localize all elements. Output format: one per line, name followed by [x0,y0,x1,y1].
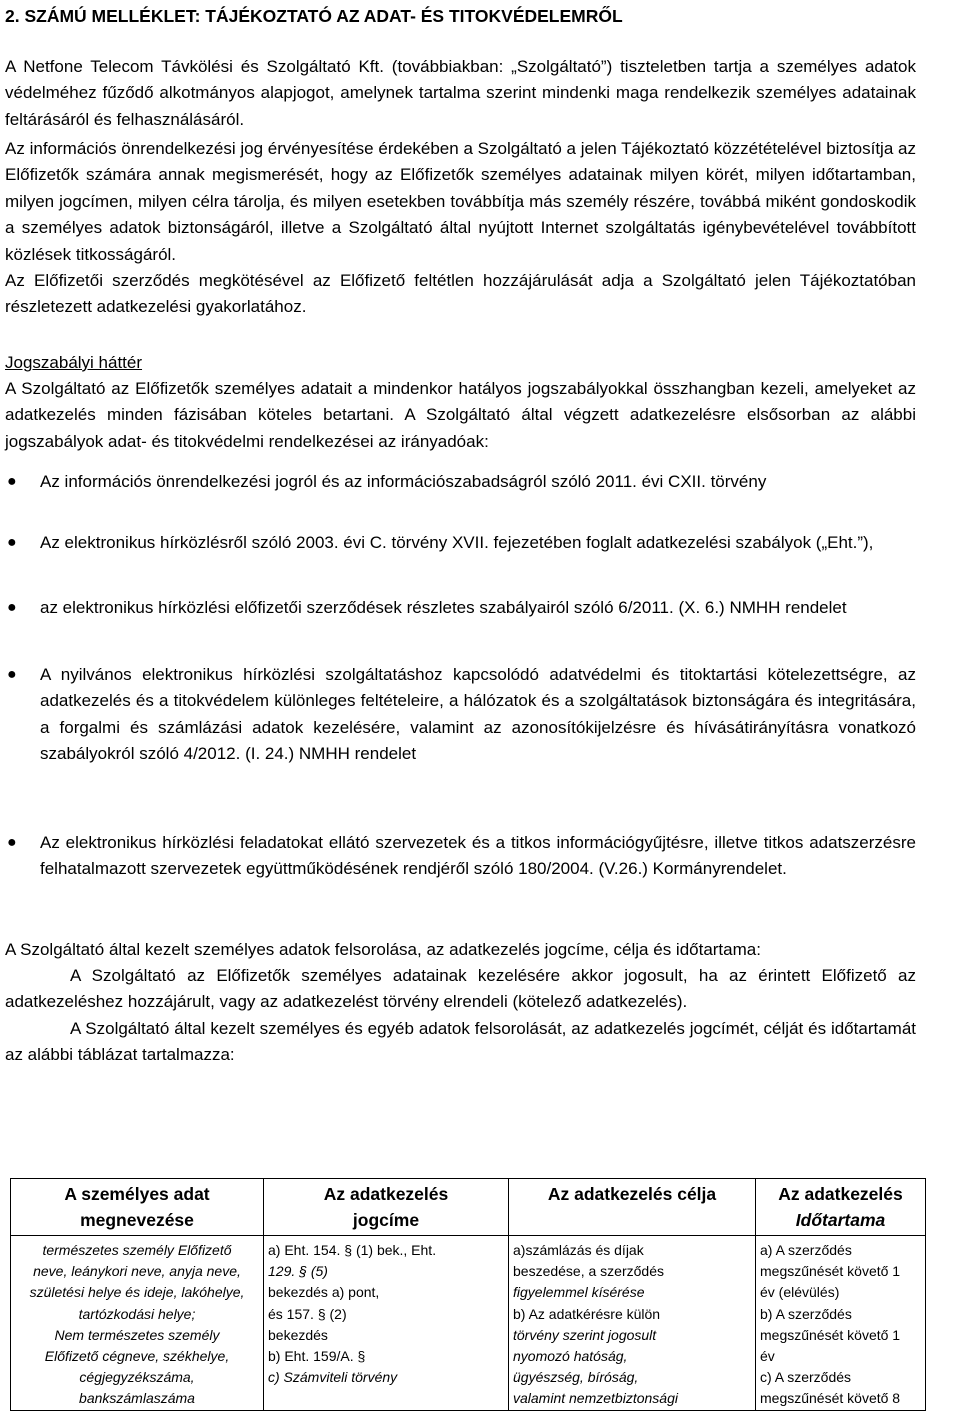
legal-background-paragraph: A Szolgáltató az Előfizetők személyes adatait a mindenkor hatályos jogszabályokkal összhangban kezeli, amelyeket az adatkezelés minden fázisában köteles betartani. A Szolgáltató által végzett adatkezelésre elsősorban az alábbi jogszabályok adat- és titokvédelmi rendelkezései az irányadóak: [5,379,916,451]
column-header-data-name: A személyes adat megnevezése [11,1179,264,1236]
bullet-icon: ● [7,599,17,616]
column-header-legal-basis: Az adatkezelés jogcíme [264,1179,509,1236]
intro-paragraph: A Netfone Telecom Távkölési és Szolgáltató Kft. (továbbiakban: „Szolgáltató”) tiszteletben tartja a személyes adatok védelméhez fűződő alkotmányos alapjogot, amelynek tartalma szerint mindenki maga rendelkezik személyes adatainak feltárásáról és felhasználásáról. [5,57,916,129]
lawful-basis-paragraph: A Szolgáltató az Előfizetők személyes adatainak kezelésére akkor jogosult, ha az érintett Előfizető az adatkezeléshez hozzájárult, vagy az adatkezelést törvény elrendeli (kötelező adatkezelés). [5,966,916,1012]
bullet-icon: ● [7,473,17,490]
list-item-text: Az elektronikus hírközlésről szóló 2003. évi C. törvény XVII. fejezetében foglalt adatkezelési szabályok („Eht.”), [40,533,874,552]
column-header-purpose: Az adatkezelés célja [509,1179,756,1236]
table-cell-purpose: a)számlázás és díjak beszedése, a szerződés figyelemmel kísérése b) Az adatkérésre külön törvény szerint jogosult nyomozó hatóság, ügyészség, bíróság, valamint nemzetbiztonsági [509,1236,756,1411]
table-intro-paragraph: A Szolgáltató által kezelt személyes és egyéb adatok felsorolását, az adatkezelés jogcímét, célját és időtartamát az alábbi táblázat tartalmazza: [5,1019,916,1065]
bullet-icon: ● [7,534,17,551]
list-item-text: Az információs önrendelkezési jogról és az információszabadságról szóló 2011. évi CXII. törvény [40,472,767,491]
list-item-text: A nyilvános elektronikus hírközlési szolgáltatáshoz kapcsolódó adatvédelmi és titoktartási kötelezettségre, az adatkezelés és a titokvédelem különleges feltételeire, a hálózatok és a szolgáltatások biztonságára és integritására, a forgalmi és számlázási adatok kezelésére, valamint az azonosítókijelzésre és hívásátirányításra vonatkozó szabályokról szóló 4/2012. (I. 24.) NMHH rendelet [40,665,916,764]
bullet-icon: ● [7,666,17,683]
info-rights-paragraph: Az információs önrendelkezési jog érvényesítése érdekében a Szolgáltató a jelen Tájékoztató közzétételével biztosítja az Előfizetők számára annak megismerését, hogy az Előfizetők személyes adatainak milyen körét, milyen időtartamban, milyen jogcímen, milyen célra tárolja, és milyen esetekben továbbítja más személy részére, továbbá miként gondoskodik a személyes adatok biztonságáról, illetve a Szolgáltató által nyújtott Internet szolgáltatás igénybevételével továbbított közlések titkosságáról. [5,139,916,264]
bullet-icon: ● [7,834,17,851]
data-list-intro-paragraph: A Szolgáltató által kezelt személyes adatok felsorolása, az adatkezelés jogcíme, célja és időtartama: [5,940,761,959]
list-item-text: Az elektronikus hírközlési feladatokat ellátó szervezetek és a titkos információgyűjtésre, illetve titkos adatszerzésre felhatalmazott szervezetek együttműködésének rendjéről szóló 180/2004. (V.26.) Kormányrendelet. [40,833,916,879]
list-item-text: az elektronikus hírközlési előfizetői szerződések részletes szabályairól szóló 6/2011. (X. 6.) NMHH rendelet [40,598,847,617]
column-header-duration: Az adatkezelés Időtartama [756,1179,926,1236]
table-header-row [11,1179,926,1236]
data-processing-table [10,1178,926,1411]
table-cell-data-name: természetes személy Előfizető neve, leánykori neve, anyja neve, születési helye és ideje, lakóhelye, tartózkodási helye; Nem természetes személy Előfizető cégneve, székhelye, cégjegyzékszáma, bankszámlaszáma [11,1236,264,1411]
table-cell-duration: a) A szerződés megszűnését követő 1 év (elévülés) b) A szerződés megszűnését követő 1 év c) A szerződés megszűnését követő 8 [756,1236,926,1411]
legal-background-heading: Jogszabályi háttér [5,353,143,372]
page-title: 2. SZÁMÚ MELLÉKLET: TÁJÉKOZTATÓ AZ ADAT- ÉS TITOKVÉDELEMRŐL [5,6,623,26]
table-cell-legal-basis: a) Eht. 154. § (1) bek., Eht. 129. § (5) bekezdés a) pont, és 157. § (2) bekezdés b) Eht. 159/A. § c) Számviteli törvény [264,1236,509,1411]
table-row [11,1236,926,1411]
consent-paragraph: Az Előfizetői szerződés megkötésével az Előfizető feltétlen hozzájárulását adja a Szolgáltató jelen Tájékoztatóban részletezett adatkezelési gyakorlatához. [5,271,916,317]
